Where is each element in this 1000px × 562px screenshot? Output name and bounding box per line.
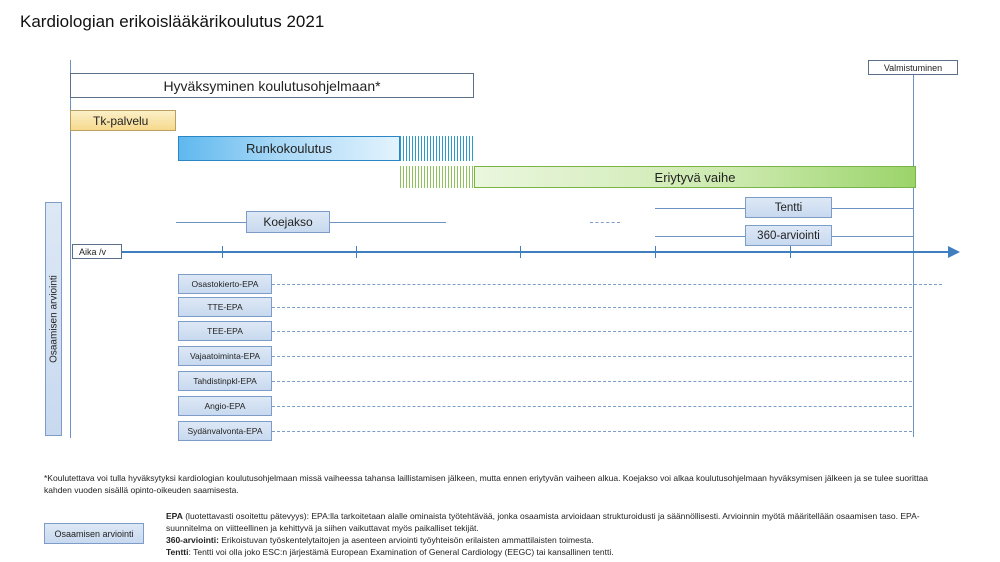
epa-box-vajaatoiminta xyxy=(178,346,272,366)
epa-timeline xyxy=(272,284,942,285)
graduation-box xyxy=(868,60,958,75)
trial-period-dash xyxy=(590,222,620,223)
epa-timeline xyxy=(272,356,912,357)
time-axis-label-box xyxy=(72,244,122,259)
epa-box-tte xyxy=(178,297,272,317)
assessment-vertical-label: Osaamisen arviointi xyxy=(48,275,59,363)
epa-timeline xyxy=(272,406,912,407)
specialization-overlap xyxy=(400,166,474,188)
core-training-overlap xyxy=(400,136,474,161)
legend-360-term: 360-arviointi: xyxy=(166,535,219,545)
tk-service-label: Tk-palvelu xyxy=(93,113,149,128)
epa-box-tee xyxy=(178,321,272,341)
legend-360-text: Erikoistuvan työskentelytaitojen ja asenteen arviointi työyhteisön erilaisten ammattilaisten toimesta. xyxy=(218,535,594,545)
graduation-line xyxy=(913,75,914,437)
epa-label: Sydänvalvonta-EPA xyxy=(187,426,263,436)
epa-timeline xyxy=(272,431,912,432)
exam-box xyxy=(745,197,832,218)
legend-epa-term: EPA xyxy=(166,511,183,521)
epa-label: Osastokierto-EPA xyxy=(191,279,259,289)
epa-box-osastokierto xyxy=(178,274,272,294)
specialization-label: Eriytyvä vaihe xyxy=(654,169,736,185)
legend-epa-text: (luotettavasti osoitettu pätevyys): EPA:lla tarkoitetaan alalle ominaista työtehtävää, jonka osaamista arvioidaan strukturoidusti ja säännöllisesti. Arvioinnin myötä määritellään osaamisen taso. EPA-suunnitelma on viitteellinen ja kehittyvä ja siihen vaikuttavat myös paikalliset tekijät. xyxy=(166,511,920,533)
epa-label: TEE-EPA xyxy=(207,326,243,336)
legend-360 xyxy=(166,534,936,546)
epa-box-tahdistinpkl xyxy=(178,371,272,391)
epa-box-angio xyxy=(178,396,272,416)
year-tick xyxy=(222,246,223,258)
time-axis-label: Aika /v xyxy=(79,246,107,257)
tk-service-bar xyxy=(70,110,176,131)
year-tick xyxy=(520,246,521,258)
year-tick xyxy=(655,246,656,258)
legend-exam-term: Tentti xyxy=(166,547,189,557)
page-title: Kardiologian erikoislääkärikoulutus 2021 xyxy=(20,12,325,31)
epa-label: Vajaatoiminta-EPA xyxy=(189,351,261,361)
acceptance-box xyxy=(70,73,474,98)
year-tick xyxy=(356,246,357,258)
trial-period-box xyxy=(246,211,330,233)
assessment-vertical-box xyxy=(45,202,62,436)
acceptance-label: Hyväksyminen koulutusohjelmaan* xyxy=(163,77,381,94)
epa-label: Angio-EPA xyxy=(204,401,246,411)
legend-box xyxy=(44,523,144,544)
specialization-bar xyxy=(474,166,916,188)
legend-box-label: Osaamisen arviointi xyxy=(54,528,134,539)
epa-timeline xyxy=(272,381,912,382)
time-axis xyxy=(72,251,952,253)
epa-label: Tahdistinpkl-EPA xyxy=(193,376,257,386)
year-tick xyxy=(790,246,791,258)
legend-text xyxy=(166,510,936,558)
epa-timeline xyxy=(272,331,912,332)
footnote: *Koulutettava voi tulla hyväksytyksi kardiologian koulutusohjelmaan missä vaiheessa tahansa laillistamisen jälkeen, mutta ennen eriytyvän vaiheen alkua. Koejakso voi alkaa koulutusohjelmaan hyväksymisen jälkeen ja se tulee suorittaa kahden vuoden sisällä opinto-oikeuden saamisesta. xyxy=(44,473,929,495)
core-training-label: Runkokoulutus xyxy=(246,141,332,156)
trial-period-label: Koejakso xyxy=(263,215,313,229)
legend-exam-text: : Tentti voi olla joko ESC:n järjestämä European Examination of General Cardiology (EEGC) tai kansallinen tentti. xyxy=(188,547,614,557)
time-axis-arrowhead xyxy=(948,246,960,258)
exam-label: Tentti xyxy=(774,201,803,214)
legend-epa xyxy=(166,510,936,534)
legend-exam xyxy=(166,546,936,558)
epa-label: TTE-EPA xyxy=(207,302,243,312)
epa-box-sydanvalvonta xyxy=(178,421,272,441)
epa-timeline xyxy=(272,307,912,308)
core-training-bar xyxy=(178,136,400,161)
assessment-360-box xyxy=(745,225,832,246)
graduation-label: Valmistuminen xyxy=(883,62,943,73)
assessment-360-label: 360-arviointi xyxy=(757,229,820,242)
